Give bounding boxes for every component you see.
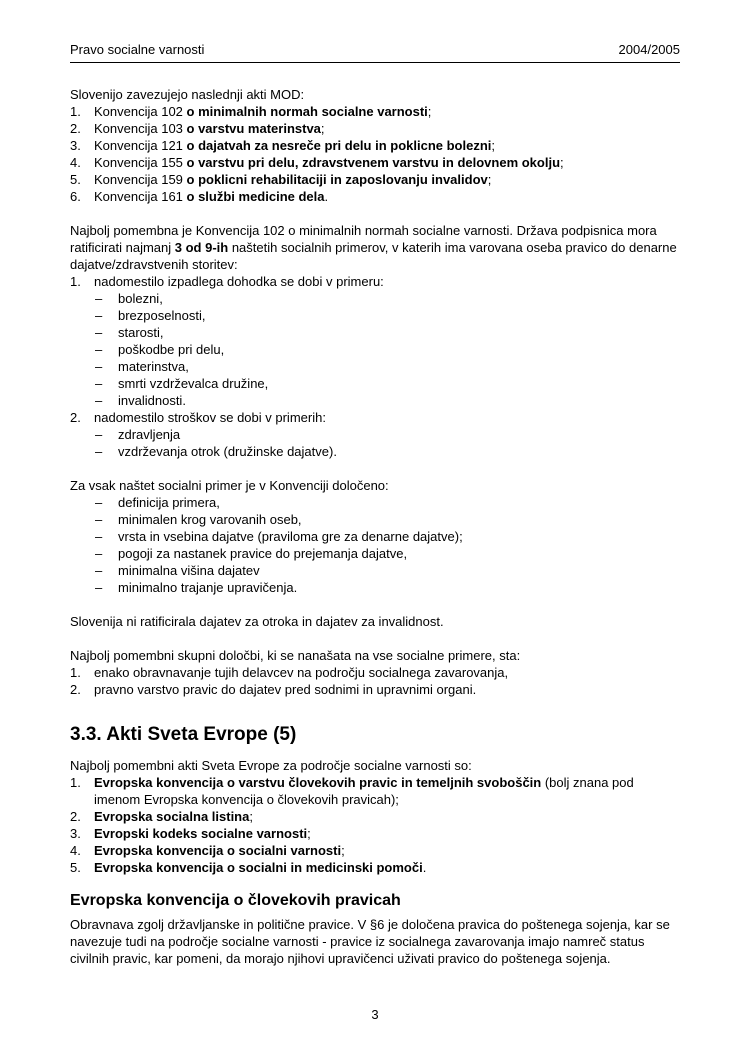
list-text: minimalno trajanje upravičenja. <box>118 580 298 595</box>
text-bold: o službi medicine dela <box>186 189 325 204</box>
text-regular: . <box>324 189 329 204</box>
text-regular: ; <box>307 826 311 841</box>
list-item <box>95 494 680 511</box>
list-text <box>94 859 680 876</box>
list-text: materinstva, <box>118 359 189 374</box>
list-text: minimalen krog varovanih oseb, <box>118 512 302 527</box>
text-bold: Evropska konvencija o varstvu človekovih pravic in temeljnih svoboščin <box>94 775 542 790</box>
list-item <box>70 409 680 460</box>
list-text: enako obravnavanje tujih delavcev na področju socialnega zavarovanja, <box>94 665 509 680</box>
list-item <box>70 188 680 205</box>
dash-marker: – <box>95 529 103 544</box>
determined-list <box>95 494 680 596</box>
dash-marker: – <box>95 359 103 374</box>
page-number: 3 <box>371 1007 379 1022</box>
dash-marker: – <box>95 291 103 306</box>
list-text: bolezni, <box>118 291 163 306</box>
list-number: 1. <box>70 775 81 790</box>
list-item <box>70 154 680 171</box>
text-bold: o minimalnih normah socialne varnosti <box>186 104 428 119</box>
list-text <box>94 103 680 120</box>
list-text: pravno varstvo pravic do dajatev pred sodnimi in upravnimi organi. <box>94 682 477 697</box>
list-item <box>70 808 680 825</box>
list-item <box>95 528 680 545</box>
subsection-heading: Evropska konvencija o človekovih pravicah <box>70 892 401 909</box>
list-item <box>70 137 680 154</box>
list-text: invalidnosti. <box>118 393 186 408</box>
list-text: vzdrževanja otrok (družinske dajatve). <box>118 444 337 459</box>
mod-intro-paragraph: Slovenijo zavezujejo naslednji akti MOD: <box>70 87 305 102</box>
dash-marker: – <box>95 580 103 595</box>
text-regular: Konvencija 103 <box>94 121 187 136</box>
list-item <box>95 562 680 579</box>
list-number: 4. <box>70 843 81 858</box>
section-heading: 3.3. Akti Sveta Evrope (5) <box>70 724 297 745</box>
list-text: zdravljenja <box>118 427 181 442</box>
determined-intro-paragraph: Za vsak naštet socialni primer je v Konvenciji določeno: <box>70 478 389 493</box>
text-regular: ; <box>249 809 253 824</box>
dash-marker: – <box>95 342 103 357</box>
text-regular: Konvencija 121 <box>94 138 187 153</box>
list-text <box>94 842 680 859</box>
dash-marker: – <box>95 393 103 408</box>
text-bold: o varstvu materinstva <box>186 121 321 136</box>
list-text <box>94 154 680 171</box>
list-text: definicija primera, <box>118 495 220 510</box>
list-text: starosti, <box>118 325 164 340</box>
text-bold: Evropski kodeks socialne varnosti <box>94 826 308 841</box>
list-number: 2. <box>70 682 81 697</box>
list-number: 2. <box>70 121 81 136</box>
sub-dash-list <box>95 290 680 409</box>
list-text: brezposelnosti, <box>118 308 206 323</box>
list-text <box>94 774 680 808</box>
list-text: pogoji za nastanek pravice do prejemanja dajatve, <box>118 546 408 561</box>
list-item <box>95 392 680 409</box>
list-text: smrti vzdrževalca družine, <box>118 376 269 391</box>
list-text <box>94 120 680 137</box>
text-regular: ; <box>560 155 564 170</box>
text-regular: ; <box>427 104 432 119</box>
text-regular: (bolj znana pod imenom Evropska konvencija o človekovih pravicah); <box>94 775 634 807</box>
common-intro-paragraph: Najbolj pomembni skupni določbi, ki se nanašata na vse socialne primere, sta: <box>70 648 521 663</box>
list-text: poškodbe pri delu, <box>118 342 225 357</box>
text-regular: ; <box>320 121 325 136</box>
list-item <box>70 171 680 188</box>
list-text: vrsta in vsebina dajatve (praviloma gre za denarne dajatve); <box>118 529 463 544</box>
list-item <box>70 273 680 409</box>
list-text: nadomestilo stroškov se dobi v primerih: <box>94 410 326 425</box>
list-number: 4. <box>70 155 81 170</box>
text-regular: Konvencija 161 <box>94 189 187 204</box>
case-groups-list <box>70 273 680 460</box>
list-text <box>94 808 680 825</box>
council-acts-list <box>70 774 680 876</box>
mod-acts-list <box>70 103 680 205</box>
list-number: 2. <box>70 809 81 824</box>
sub-dash-list <box>95 426 680 460</box>
list-text <box>94 825 680 842</box>
text-regular: ; <box>491 138 495 153</box>
dash-marker: – <box>95 512 103 527</box>
list-item <box>95 307 680 324</box>
dash-marker: – <box>95 376 103 391</box>
list-item <box>95 545 680 562</box>
page-header <box>70 41 680 62</box>
header-course-title: Pravo socialne varnosti <box>70 42 205 57</box>
list-text <box>94 171 680 188</box>
list-item <box>70 681 680 698</box>
text-regular: ; <box>341 843 345 858</box>
list-item <box>95 290 680 307</box>
text-bold: o poklicni rehabilitaciji in zaposlovanju invalidov <box>186 172 488 187</box>
text-regular: Konvencija 102 <box>94 104 187 119</box>
text-bold: 3 od 9-ih <box>174 240 229 255</box>
dash-marker: – <box>95 563 103 578</box>
text-bold: o varstvu pri delu, zdravstvenem varstvu in delovnem okolju <box>186 155 561 170</box>
text-bold: Evropska konvencija o socialni varnosti <box>94 843 342 858</box>
text-regular: Konvencija 159 <box>94 172 187 187</box>
list-text <box>94 188 680 205</box>
list-number: 1. <box>70 274 81 289</box>
list-item <box>95 358 680 375</box>
konvencija102-paragraph <box>70 222 680 273</box>
text-bold: Evropska socialna listina <box>94 809 250 824</box>
dash-marker: – <box>95 308 103 323</box>
text-regular: Konvencija 155 <box>94 155 187 170</box>
text-regular: Najbolj pomembna je Konvencija 102 o minimalnih normah socialne varnosti. Država podpisnica mora ratificirati najmanj <box>70 223 657 255</box>
list-number: 3. <box>70 826 81 841</box>
text-bold: Evropska konvencija o socialni in medicinski pomoči <box>94 860 423 875</box>
list-item <box>70 774 680 808</box>
dash-marker: – <box>95 495 103 510</box>
list-text: minimalna višina dajatev <box>118 563 260 578</box>
council-intro-paragraph: Najbolj pomembni akti Sveta Evrope za področje socialne varnosti so: <box>70 758 472 773</box>
list-item <box>70 120 680 137</box>
list-number: 2. <box>70 410 81 425</box>
list-item <box>95 375 680 392</box>
list-number: 1. <box>70 665 81 680</box>
list-item <box>70 664 680 681</box>
common-provisions-list <box>70 664 680 698</box>
list-number: 6. <box>70 189 81 204</box>
list-item <box>95 579 680 596</box>
document-content <box>70 86 680 967</box>
echr-paragraph: Obravnava zgolj državljanske in politične pravice. V §6 je določena pravica do poštenega sojenja, kar se navezuje tudi na področje socialne varnosti - pravice iz socialnega zavarovanja imajo namreč status civilnih pravic, kar pomeni, da morajo njihovi upravičenci uživati pravico do poštenega sojenja. <box>70 917 670 966</box>
list-text <box>94 137 680 154</box>
list-number: 5. <box>70 860 81 875</box>
list-item <box>70 842 680 859</box>
text-regular: naštetih socialnih primerov, v katerih ima varovana oseba pravico do denarne dajatve/zdravstvenih storitev: <box>70 240 677 272</box>
header-divider <box>70 62 680 63</box>
list-number: 3. <box>70 138 81 153</box>
text-bold: o dajatvah za nesreče pri delu in poklicne bolezni <box>186 138 492 153</box>
dash-marker: – <box>95 427 103 442</box>
list-item <box>70 859 680 876</box>
list-number: 5. <box>70 172 81 187</box>
text-regular: ; <box>487 172 492 187</box>
dash-marker: – <box>95 546 103 561</box>
list-item <box>70 103 680 120</box>
list-item <box>95 511 680 528</box>
list-item <box>70 825 680 842</box>
list-text: nadomestilo izpadlega dohodka se dobi v primeru: <box>94 274 384 289</box>
list-item <box>95 341 680 358</box>
text-regular: . <box>422 860 427 875</box>
list-item <box>95 443 680 460</box>
dash-marker: – <box>95 325 103 340</box>
dash-marker: – <box>95 444 103 459</box>
header-year: 2004/2005 <box>618 42 680 57</box>
list-item <box>95 324 680 341</box>
list-number: 1. <box>70 104 81 119</box>
list-item <box>95 426 680 443</box>
slovenia-paragraph: Slovenija ni ratificirala dajatev za otroka in dajatev za invalidnost. <box>70 614 444 629</box>
